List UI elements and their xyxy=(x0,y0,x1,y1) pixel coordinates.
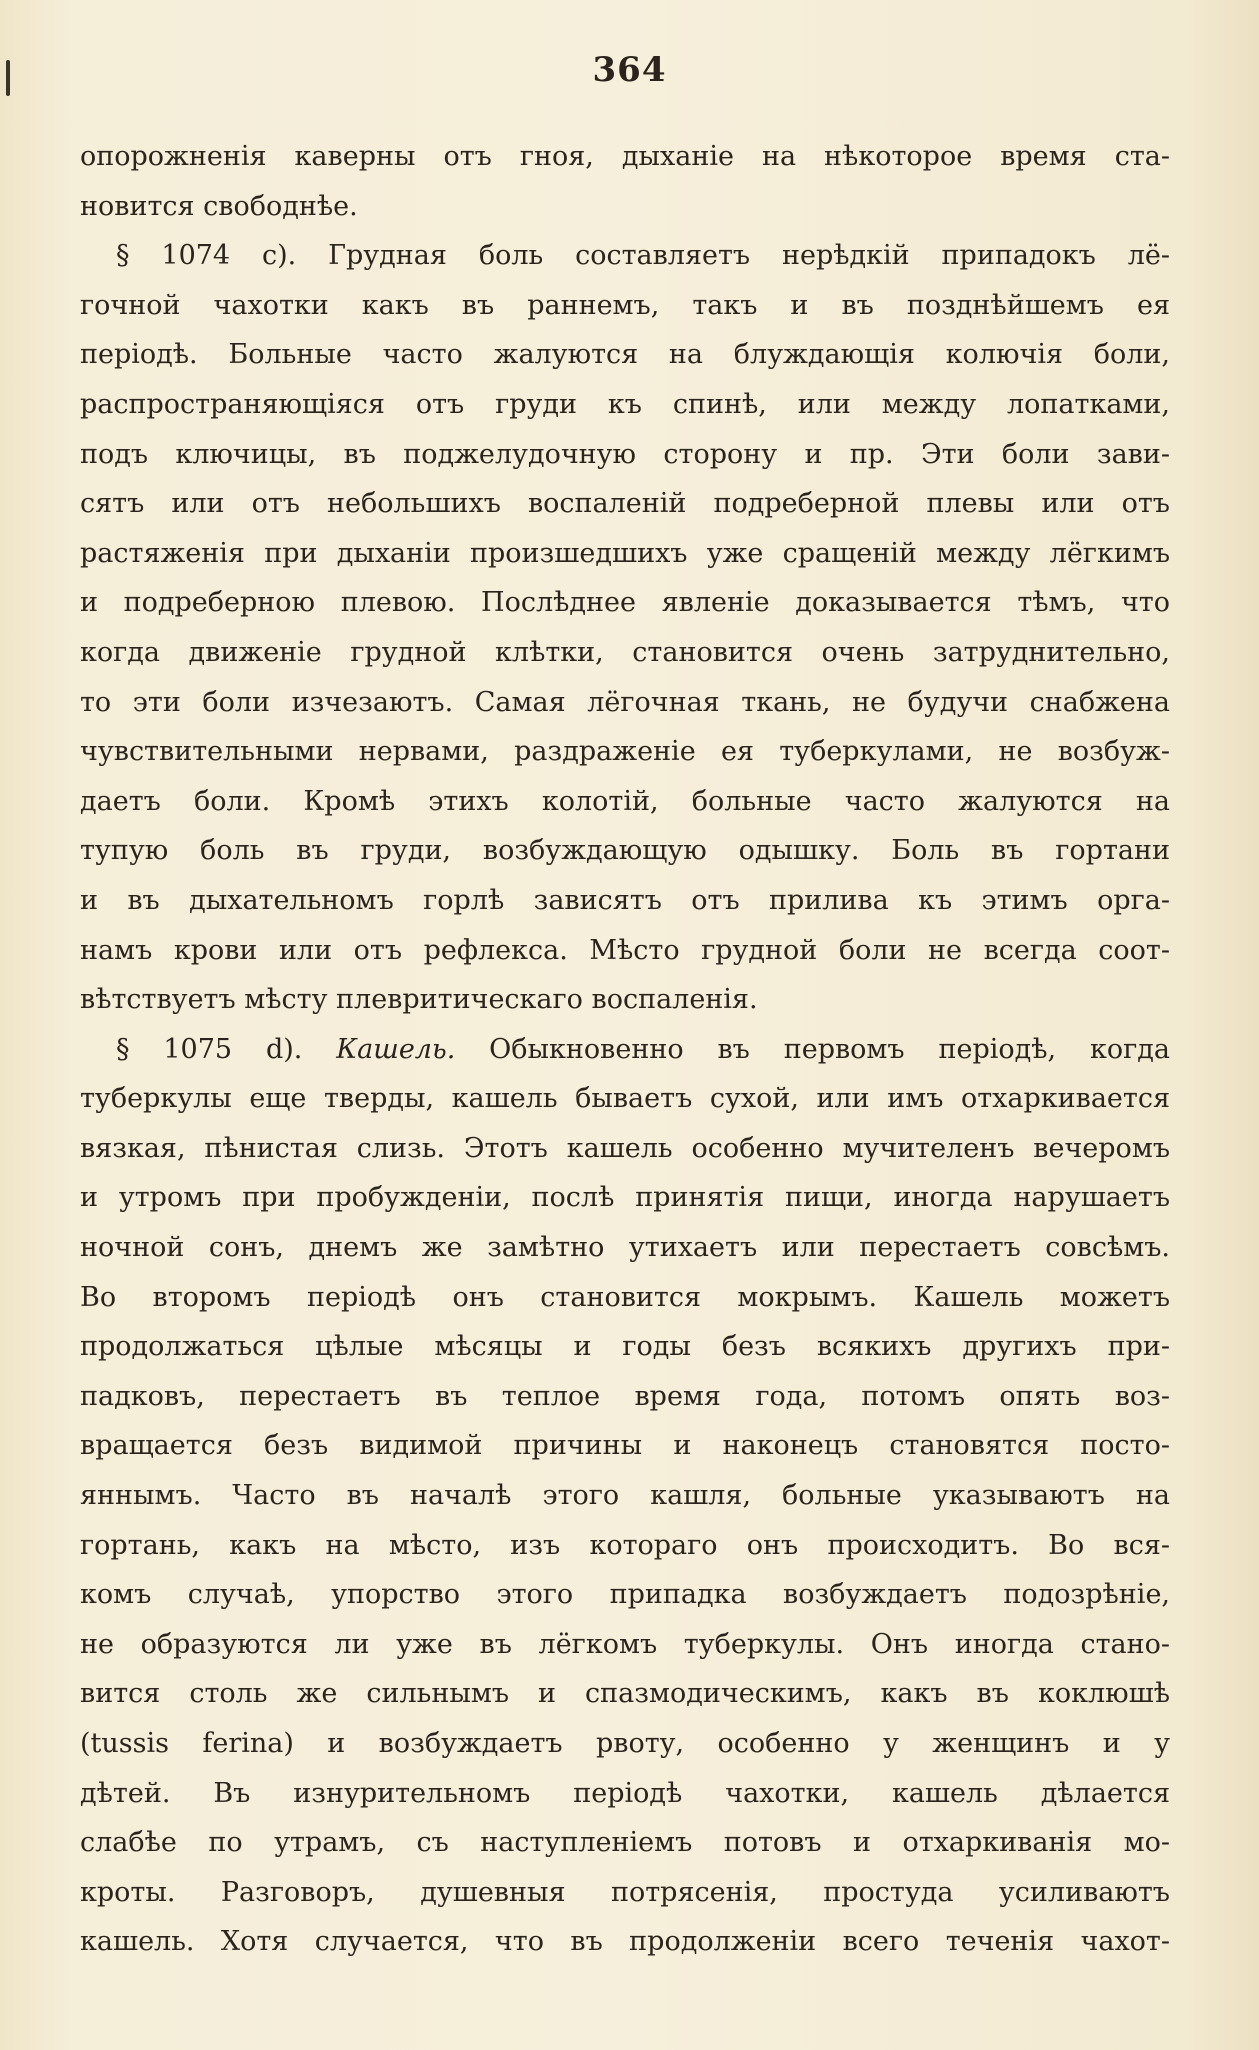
text-line: (tussis ferina) и возбуждаетъ рвоту, особенно у женщинъ и у xyxy=(80,1728,1170,1759)
text-line: гортань, какъ на мѣсто, изъ котораго онъ происходитъ. Во вся- xyxy=(80,1529,1170,1561)
text-line: и подреберною плевою. Послѣднее явленіе доказывается тѣмъ, что xyxy=(80,587,1170,619)
text-line: когда движеніе грудной клѣтки, становится очень затруднительно, xyxy=(80,636,1170,668)
text-line: вязкая, пѣнистая слизь. Этотъ кашель особенно мучителенъ вечеромъ xyxy=(80,1132,1170,1164)
text-line: новится свободнѣе. xyxy=(80,190,358,222)
text-line: комъ случаѣ, упорство этого припадка возбуждаетъ подозрѣніе, xyxy=(80,1579,1170,1611)
section-first-line: Обыкновенно въ первомъ періодѣ, когда xyxy=(489,1033,1170,1065)
text-line: распространяющіяся отъ груди къ спинѣ, или между лопатками, xyxy=(80,388,1170,420)
text-line: кроты. Разговоръ, душевныя потрясенія, простуда усиливаютъ xyxy=(80,1876,1170,1908)
text-line: продолжаться цѣлые мѣсяцы и годы безъ всякихъ другихъ при- xyxy=(80,1331,1170,1363)
text-line: кашель. Хотя случается, что въ продолженіи всего теченія чахот- xyxy=(80,1926,1170,1958)
text-line: и въ дыхательномъ горлѣ зависятъ отъ прилива къ этимъ орга- xyxy=(80,884,1170,916)
section-1075-heading-line xyxy=(80,1025,1170,1075)
page-number: 364 xyxy=(592,50,667,90)
text-line: вѣтствуетъ мѣсту плевритическаго воспаленія. xyxy=(80,984,758,1016)
section-number: § 1075 d). xyxy=(116,1033,303,1065)
text-line: Во второмъ періодѣ онъ становится мокрымъ. Кашель можетъ xyxy=(80,1281,1170,1313)
text-line: туберкулы еще тверды, кашель бываетъ сухой, или имъ отхаркивается xyxy=(80,1083,1170,1115)
text-line: гочной чахотки какъ въ раннемъ, такъ и въ позднѣйшемъ ея xyxy=(80,289,1170,321)
text-line: чувствительными нервами, раздраженіе ея туберкулами, не возбуж- xyxy=(80,736,1170,768)
text-line: яннымъ. Часто въ началѣ этого кашля, больные указываютъ на xyxy=(80,1480,1170,1512)
text-line: дѣтей. Въ изнурительномъ періодѣ чахотки, кашель дѣлается xyxy=(80,1777,1170,1809)
text-line: падковъ, перестаетъ въ теплое время года, потомъ опять воз- xyxy=(80,1380,1170,1412)
body-text xyxy=(80,132,1170,1967)
text-line: и утромъ при пробужденіи, послѣ принятія пищи, иногда нарушаетъ xyxy=(80,1182,1170,1214)
text-line: сятъ или отъ небольшихъ воспаленій подреберной плевы или отъ xyxy=(80,488,1170,520)
text-line: періодѣ. Больные часто жалуются на блуждающія колючія боли, xyxy=(80,339,1170,371)
text-line: вится столь же сильнымъ и спазмодическимъ, какъ въ коклюшѣ xyxy=(80,1678,1170,1710)
text-line: намъ крови или отъ рефлекса. Мѣсто грудной боли не всегда соот- xyxy=(80,934,1170,966)
text-line: не образуются ли уже въ лёгкомъ туберкулы. Онъ иногда стано- xyxy=(80,1628,1170,1660)
section-title: Кашель. xyxy=(336,1033,456,1065)
text-line: слабѣе по утрамъ, съ наступленіемъ потовъ и отхаркиванія мо- xyxy=(80,1827,1170,1859)
text-line: вращается безъ видимой причины и наконецъ становятся посто- xyxy=(80,1430,1170,1462)
text-line: тупую боль въ груди, возбуждающую одышку. Боль въ гортани xyxy=(80,835,1170,867)
text-line: растяженія при дыханіи произшедшихъ уже сращеній между лёгкимъ xyxy=(80,537,1170,569)
text-line: подъ ключицы, въ поджелудочную сторону и пр. Эти боли зави- xyxy=(80,438,1170,470)
text-line: ночной сонъ, днемъ же замѣтно утихаетъ или перестаетъ совсѣмъ. xyxy=(80,1232,1170,1264)
text-line: даетъ боли. Кромѣ этихъ колотій, больные часто жалуются на xyxy=(80,785,1170,817)
text-line: опорожненія каверны отъ гноя, дыханіе на нѣкоторое время ста- xyxy=(80,141,1170,172)
text-line: то эти боли изчезаютъ. Самая лёгочная ткань, не будучи снабжена xyxy=(80,686,1170,718)
text-line: § 1074 c). Грудная боль составляетъ нерѣдкій припадокъ лё- xyxy=(116,240,1170,272)
